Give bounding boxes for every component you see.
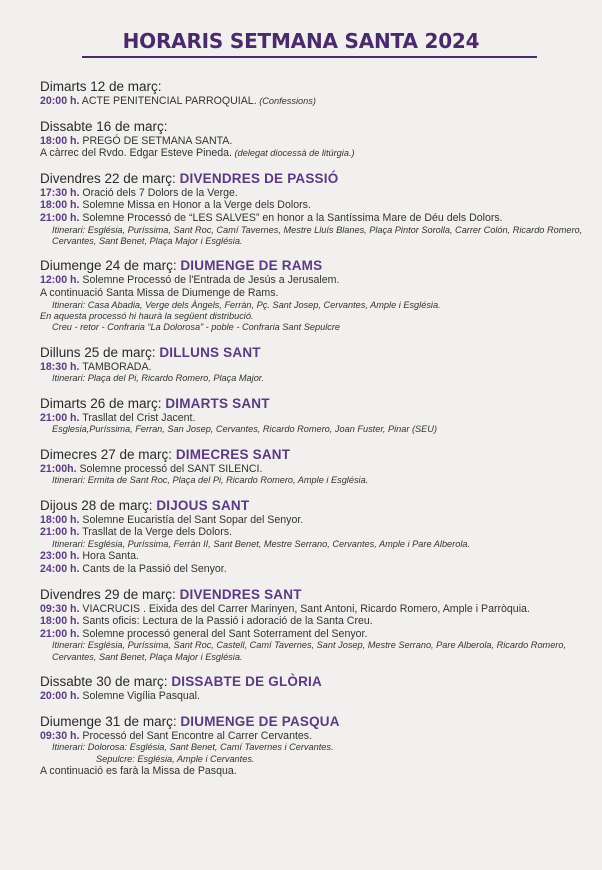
day-block — [40, 714, 590, 778]
day-block — [40, 587, 590, 664]
feast-name: DIVENDRES DE PASSIÓ — [179, 170, 339, 186]
entry-time: 18:00 h. — [40, 615, 80, 628]
schedule-entry — [40, 212, 590, 225]
day-block — [40, 396, 590, 436]
entry-text: A continuació Santa Missa de Diumenge de Rams. — [40, 286, 279, 299]
entry-time: 18:00 h. — [40, 199, 80, 212]
entry-time: 21:00 h. — [40, 627, 80, 640]
entry-text: Solemne Eucaristía del Sant Sopar del Senyor. — [79, 513, 304, 526]
entry-note: (delegat diocessà de litúrgia.) — [231, 148, 355, 159]
itinerary-text: Itinerari: Casa Abadia, Verge dels Àngels, Ferràn, Pç. Sant Josep, Cervantes, Ample i Església. — [52, 299, 441, 310]
entry-time: 21:00 h. — [40, 526, 80, 539]
day-heading — [40, 447, 590, 463]
entry-time: 23:00 h. — [40, 550, 80, 563]
entry-time: 17:30 h. — [40, 186, 80, 199]
schedule-entry — [40, 603, 590, 616]
schedule-entry — [40, 730, 590, 743]
schedule-entry — [40, 463, 590, 476]
feast-name: DIUMENGE DE PASQUA — [180, 713, 340, 729]
entry-text: Solemne Vigília Pasqual. — [79, 690, 200, 703]
day-date: Dissabte 16 de març: — [40, 118, 168, 134]
day-date: Dissabte 30 de març: — [40, 674, 168, 690]
page-title: HORARIS SETMANA SANTA 2024 — [122, 29, 480, 53]
day-heading — [40, 171, 590, 187]
entry-time: 12:00 h. — [40, 274, 80, 287]
itinerary-text: En aquesta processó hi haurà la següent distribució. — [40, 310, 254, 321]
entry-text: Solemne processó del SANT SILENCI. — [76, 462, 263, 475]
itinerary-text: Itinerari: Església, Puríssima, Sant Roc, Castell, Camí Tavernes, Sant Josep, Mestre Serrano, Pare Alberola, Ricardo Romero, Cervantes, Sant Benet, Plaça Major i Església. — [52, 640, 567, 662]
title-underline — [82, 56, 537, 58]
day-heading — [40, 714, 590, 730]
day-block — [40, 79, 590, 108]
entry-time: 24:00 h. — [40, 562, 80, 575]
schedule-entry — [40, 274, 590, 287]
day-heading — [40, 119, 590, 135]
entry-time: 09:30 h. — [40, 729, 80, 742]
feast-name: DIMECRES SANT — [175, 446, 291, 462]
entry-text: VIACRUCIS . Eixida des del Carrer Marinyen, Sant Antoni, Ricardo Romero, Ample i Parròquia. — [79, 602, 530, 615]
entry-text: Solemne Processó de l'Entrada de Jesús a Jerusalem. — [79, 274, 340, 287]
itinerary-text: Itinerari: Ermita de Sant Roc, Plaça del Pi, Ricardo Romero, Ample i Església. — [52, 475, 369, 486]
entry-time: 09:30 h. — [40, 602, 80, 615]
schedule-entry — [40, 563, 590, 576]
entry-text: Processó del Sant Encontre al Carrer Cervantes. — [79, 729, 313, 742]
entry-time: 18:00 h. — [40, 513, 80, 526]
entry-text: Sants oficis: Lectura de la Passió i adoració de la Santa Creu. — [79, 615, 373, 628]
entry-text: Solemne processó general del Sant Soterrament del Senyor. — [79, 627, 368, 640]
schedule-entry — [40, 550, 590, 563]
entry-text: ACTE PENITENCIAL PARROQUIAL. — [79, 95, 257, 107]
feast-name: DIJOUS SANT — [156, 497, 250, 513]
entry-text: Hora Santa. — [79, 550, 139, 563]
feast-name: DISSABTE DE GLÒRIA — [171, 674, 322, 690]
entry-time: 20:00 h. — [40, 95, 80, 107]
feast-name: DIUMENGE DE RAMS — [180, 258, 323, 274]
schedule-entry — [40, 147, 590, 160]
feast-name: DIVENDRES SANT — [179, 586, 302, 602]
entry-text: Solemne Missa en Honor a la Verge dels Dolors. — [79, 199, 311, 212]
schedule-entry — [40, 199, 590, 212]
entry-time: 18:30 h. — [40, 360, 80, 373]
schedule-list — [40, 79, 590, 789]
schedule-entry — [40, 526, 590, 539]
schedule-entry — [40, 187, 590, 200]
schedule-entry — [40, 95, 590, 108]
schedule-entry — [40, 765, 590, 778]
day-date: Diumenge 24 de març: — [40, 258, 177, 274]
entry-time: 21:00 h. — [40, 211, 80, 224]
entry-time: 21:00h. — [40, 462, 77, 475]
entry-text: Solemne Processó de “LES SALVES” en honor a la Santíssima Mare de Déu dels Dolors. — [79, 211, 503, 224]
entry-time: 18:00 h. — [40, 134, 80, 147]
schedule-entry — [40, 361, 590, 374]
itinerary-text: Sepulcre: Església, Ample i Cervantes. — [96, 753, 255, 764]
day-block — [40, 498, 590, 576]
day-date: Diumenge 31 de març: — [40, 713, 177, 729]
day-date: Dimarts 12 de març: — [40, 79, 162, 94]
day-heading — [40, 674, 590, 690]
entry-text: Trasllat de la Verge dels Dolors. — [79, 526, 232, 539]
schedule-entry — [40, 514, 590, 527]
schedule-entry — [40, 412, 590, 425]
entry-text: Oració dels 7 Dolors de la Verge. — [79, 186, 238, 199]
entry-note: (Confessions) — [256, 96, 316, 106]
day-heading — [40, 498, 590, 514]
itinerary-text: Itinerari: Plaça del Pi, Ricardo Romero, Plaça Major. — [52, 373, 265, 384]
feast-name: DILLUNS SANT — [159, 344, 261, 360]
entry-text: Trasllat del Crist Jacent. — [79, 411, 196, 424]
day-block — [40, 258, 590, 333]
day-block — [40, 674, 590, 703]
itinerary-text: Itinerari: Dolorosa: Església, Sant Benet, Camí Tavernes i Cervantes. — [52, 742, 334, 753]
itinerary-text: Itinerari: Església, Puríssima, Sant Roc, Camí Tavernes, Mestre Lluís Blanes, Plaça Pintor Sorolla, Carrer Colón, Ricardo Romero, Cervantes, Sant Benet, Plaça Major i Església. — [52, 224, 583, 246]
day-date: Divendres 22 de març: — [40, 170, 176, 186]
feast-name: DIMARTS SANT — [165, 395, 270, 411]
day-heading — [40, 587, 590, 603]
day-date: Divendres 29 de març: — [40, 586, 176, 602]
day-date: Dimecres 27 de març: — [40, 446, 173, 462]
day-date: Dimarts 26 de març: — [40, 395, 162, 411]
day-block — [40, 447, 590, 487]
day-block — [40, 345, 590, 385]
day-heading — [40, 345, 590, 361]
day-date: Dilluns 25 de març: — [40, 344, 156, 360]
day-heading — [40, 396, 590, 412]
day-heading — [40, 258, 590, 274]
itinerary-text: Itinerari: Església, Puríssima, Ferràn II, Sant Benet, Mestre Serrano, Cervantes, Ample i Pare Alberola. — [52, 538, 471, 549]
schedule-entry — [40, 287, 590, 300]
day-heading — [40, 79, 590, 95]
entry-time: 20:00 h. — [40, 690, 80, 703]
schedule-entry — [40, 628, 590, 641]
entry-text: A càrrec del Rvdo. Edgar Esteve Pineda. — [40, 147, 232, 160]
entry-text: PREGÓ DE SETMANA SANTA. — [79, 134, 233, 147]
itinerary-text: Esglesia,Puríssima, Ferran, San Josep, Cervantes, Ricardo Romero, Joan Fuster, Pinar (SEU) — [52, 424, 438, 435]
entry-time: 21:00 h. — [40, 411, 80, 424]
schedule-entry — [40, 615, 590, 628]
day-block — [40, 171, 590, 248]
day-block — [40, 119, 590, 160]
entry-text: A continuació es farà la Missa de Pasqua. — [40, 765, 237, 778]
itinerary-text: Creu - retor - Confraria “La Dolorosa” - poble - Confraria Sant Sepulcre — [52, 322, 340, 333]
schedule-entry — [40, 135, 590, 148]
schedule-entry — [40, 690, 590, 703]
entry-text: TAMBORADA. — [79, 360, 152, 373]
day-date: Dijous 28 de març: — [40, 497, 153, 513]
entry-text: Cants de la Passió del Senyor. — [79, 562, 227, 575]
